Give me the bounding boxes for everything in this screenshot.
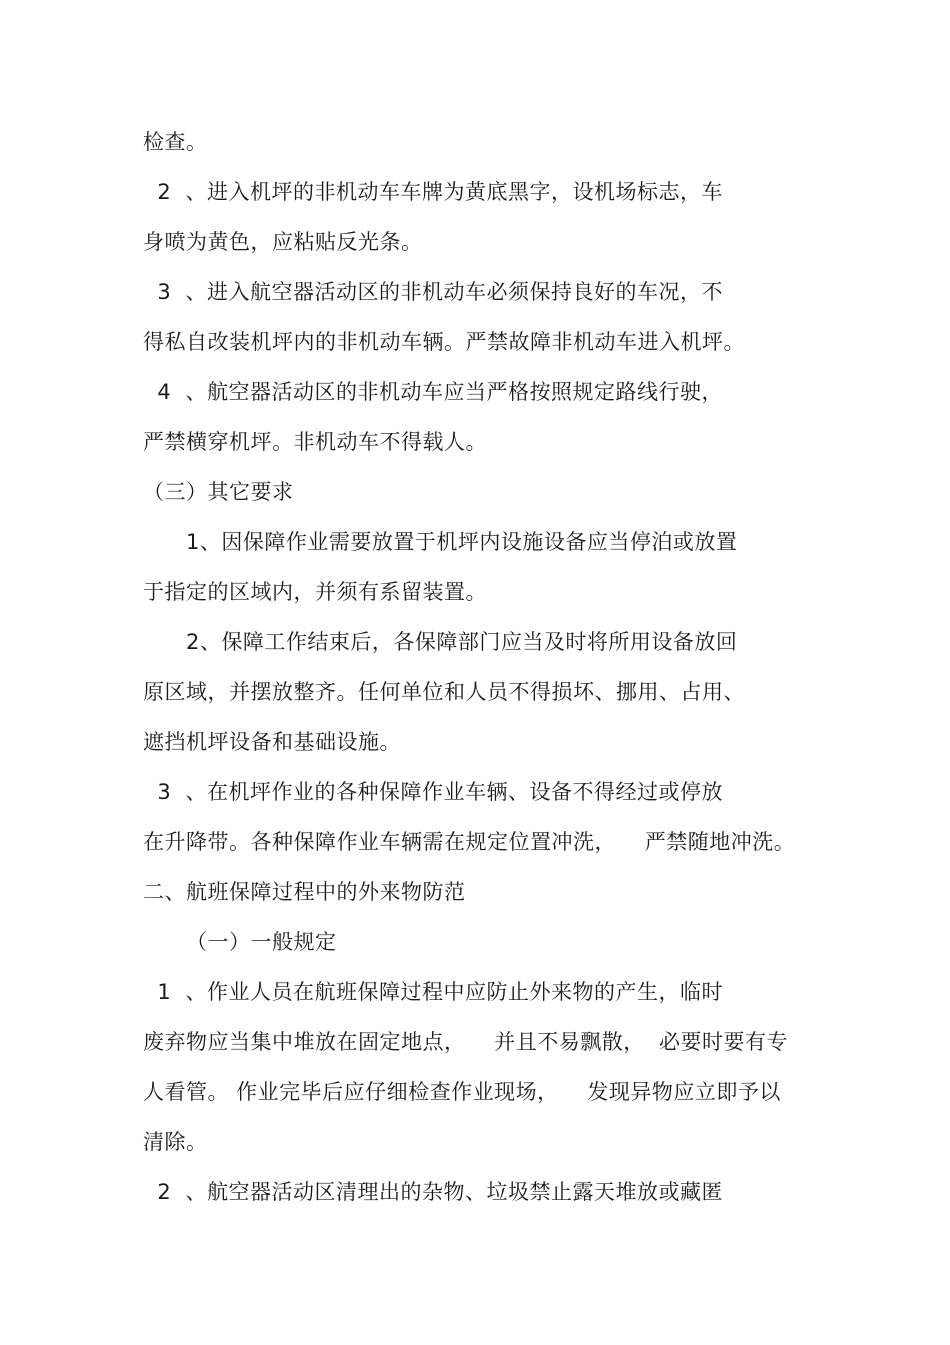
text-line: 人看管。 作业完毕后应仔细检查作业现场， 发现异物应立即予以: [143, 1080, 781, 1104]
text-line: 2 、航空器活动区清理出的杂物、垃圾禁止露天堆放或藏匿: [143, 1180, 724, 1204]
subsection-heading: （一）一般规定: [143, 930, 337, 954]
text-line: 检查。: [143, 130, 208, 154]
text-line: 1、因保障作业需要放置于机坪内设施设备应当停泊或放置: [143, 530, 738, 554]
text-line: 得私自改装机坪内的非机动车辆。严禁故障非机动车进入机坪。: [143, 330, 745, 354]
text-line: 3 、进入航空器活动区的非机动车必须保持良好的车况，不: [143, 280, 724, 304]
text-line: 1 、作业人员在航班保障过程中应防止外来物的产生，临时: [143, 980, 724, 1004]
text-line: 2、保障工作结束后，各保障部门应当及时将所用设备放回: [143, 630, 738, 654]
text-line: 废弃物应当集中堆放在固定地点， 并且不易飘散， 必要时要有专: [143, 1030, 789, 1054]
text-line: 身喷为黄色，应粘贴反光条。: [143, 230, 423, 254]
text-line: 4 、航空器活动区的非机动车应当严格按照规定路线行驶，: [143, 380, 724, 404]
section-heading: （三）其它要求: [143, 480, 294, 504]
text-line: 3 、在机坪作业的各种保障作业车辆、设备不得经过或停放: [143, 780, 724, 804]
text-line: 遮挡机坪设备和基础设施。: [143, 730, 401, 754]
text-line: 清除。: [143, 1130, 208, 1154]
text-line: 2 、进入机坪的非机动车车牌为黄底黑字，设机场标志，车: [143, 180, 724, 204]
text-line: 原区域，并摆放整齐。任何单位和人员不得损坏、挪用、占用、: [143, 680, 745, 704]
text-line: 严禁横穿机坪。非机动车不得载人。: [143, 430, 487, 454]
text-line: 于指定的区域内，并须有系留装置。: [143, 580, 487, 604]
text-line: 在升降带。各种保障作业车辆需在规定位置冲洗， 严禁随地冲洗。: [143, 830, 796, 854]
section-heading: 二、航班保障过程中的外来物防范: [143, 880, 466, 904]
